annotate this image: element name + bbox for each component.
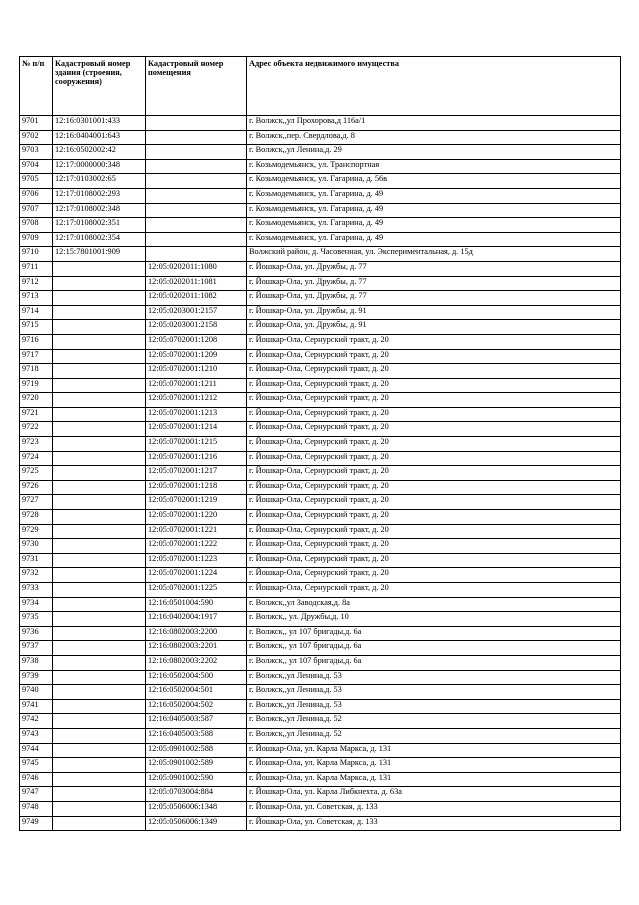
cell-building-cadastral (53, 261, 146, 276)
table-row (20, 801, 621, 816)
cell-premises-cadastral: 12:05:0506006:1349 (146, 816, 247, 831)
cell-address: г. Йошкар-Ола, Сернурский тракт, д. 20 (247, 364, 621, 379)
cell-num: 9739 (20, 670, 53, 685)
cell-building-cadastral: 12:17:0108002:354 (53, 232, 146, 247)
cell-num: 9712 (20, 276, 53, 291)
cell-num: 9707 (20, 203, 53, 218)
cell-premises-cadastral: 12:16:0502004:500 (146, 670, 247, 685)
cell-num: 9746 (20, 772, 53, 787)
cell-premises-cadastral: 12:05:0702001:1219 (146, 495, 247, 510)
cell-address: г. Йошкар-Ола, Сернурский тракт, д. 20 (247, 393, 621, 408)
cell-address: г. Козьмодемьянск, ул. Гагарина, д. 56в (247, 174, 621, 189)
cell-address: г. Козьмодемьянск, ул. Транспортная (247, 159, 621, 174)
cell-building-cadastral (53, 334, 146, 349)
cell-building-cadastral (53, 495, 146, 510)
cell-num: 9720 (20, 393, 53, 408)
table-body (20, 116, 621, 831)
cell-building-cadastral (53, 437, 146, 452)
cell-num: 9731 (20, 553, 53, 568)
table-header-row (20, 57, 621, 116)
cell-address: г. Йошкар-Ола, Сернурский тракт, д. 20 (247, 378, 621, 393)
table-row (20, 393, 621, 408)
cell-building-cadastral (53, 480, 146, 495)
cell-building-cadastral: 12:16:0404001:643 (53, 130, 146, 145)
table-row (20, 816, 621, 831)
cell-building-cadastral (53, 758, 146, 773)
cell-premises-cadastral: 12:05:0506006:1348 (146, 801, 247, 816)
cell-premises-cadastral (146, 188, 247, 203)
cell-num: 9716 (20, 334, 53, 349)
table-row (20, 203, 621, 218)
cell-address: г. Йошкар-Ола, Сернурский тракт, д. 20 (247, 407, 621, 422)
cell-num: 9722 (20, 422, 53, 437)
cell-premises-cadastral: 12:05:0901002:588 (146, 743, 247, 758)
table-row (20, 378, 621, 393)
cell-building-cadastral (53, 407, 146, 422)
cell-num: 9735 (20, 612, 53, 627)
cell-building-cadastral (53, 466, 146, 481)
cell-num: 9701 (20, 116, 53, 131)
cell-premises-cadastral: 12:05:0702001:1213 (146, 407, 247, 422)
cell-address: г. Волжск,,ул Заводская,д. 8а (247, 597, 621, 612)
cell-building-cadastral (53, 378, 146, 393)
cell-address: г. Йошкар-Ола, ул. Карла Маркса, д. 131 (247, 772, 621, 787)
cell-num: 9715 (20, 320, 53, 335)
cell-address: г. Волжск,, ул. Дружбы,д. 10 (247, 612, 621, 627)
cell-premises-cadastral: 12:05:0203001:2157 (146, 305, 247, 320)
cell-premises-cadastral: 12:05:0202011:1081 (146, 276, 247, 291)
cell-building-cadastral (53, 291, 146, 306)
cell-num: 9748 (20, 801, 53, 816)
cell-premises-cadastral: 12:16:0802003:2202 (146, 655, 247, 670)
cell-premises-cadastral: 12:16:0802003:2201 (146, 641, 247, 656)
cell-address: г. Волжск,,ул Ленина,д. 52 (247, 714, 621, 729)
cell-num: 9727 (20, 495, 53, 510)
header-num: № п/п (20, 57, 53, 116)
cell-premises-cadastral: 12:05:0702001:1210 (146, 364, 247, 379)
cell-address: г. Йошкар-Ола, Сернурский тракт, д. 20 (247, 510, 621, 525)
cell-num: 9713 (20, 291, 53, 306)
cell-num: 9717 (20, 349, 53, 364)
cell-num: 9714 (20, 305, 53, 320)
table-row (20, 364, 621, 379)
cell-building-cadastral (53, 393, 146, 408)
table-row (20, 553, 621, 568)
table-row (20, 261, 621, 276)
cell-premises-cadastral: 12:05:0702001:1208 (146, 334, 247, 349)
cell-premises-cadastral (146, 203, 247, 218)
cell-address: г. Козьмодемьянск, ул. Гагарина, д. 49 (247, 203, 621, 218)
cell-address: г. Йошкар-Ола, Сернурский тракт, д. 20 (247, 524, 621, 539)
cell-premises-cadastral: 12:05:0202011:1080 (146, 261, 247, 276)
cell-premises-cadastral: 12:05:0702001:1224 (146, 568, 247, 583)
cell-num: 9737 (20, 641, 53, 656)
cell-premises-cadastral (146, 232, 247, 247)
table-row (20, 232, 621, 247)
cell-address: г. Йошкар-Ола, Сернурский тракт, д. 20 (247, 334, 621, 349)
cell-num: 9725 (20, 466, 53, 481)
table-row (20, 145, 621, 160)
cell-building-cadastral: 12:16:0301001:433 (53, 116, 146, 131)
cell-building-cadastral (53, 685, 146, 700)
table-row (20, 772, 621, 787)
cell-building-cadastral (53, 655, 146, 670)
table-row (20, 159, 621, 174)
cell-num: 9709 (20, 232, 53, 247)
cell-address: г. Волжск,,ул Ленина,д. 52 (247, 728, 621, 743)
cell-building-cadastral: 12:17:0103002:65 (53, 174, 146, 189)
cell-premises-cadastral: 12:05:0702001:1216 (146, 451, 247, 466)
cell-building-cadastral (53, 801, 146, 816)
cell-address: г. Йошкар-Ола, Сернурский тракт, д. 20 (247, 422, 621, 437)
cell-building-cadastral: 12:17:0108002:348 (53, 203, 146, 218)
table-row (20, 568, 621, 583)
cell-num: 9702 (20, 130, 53, 145)
cell-address: г. Йошкар-Ола, Сернурский тракт, д. 20 (247, 480, 621, 495)
cell-premises-cadastral: 12:05:0702001:1223 (146, 553, 247, 568)
table-row (20, 495, 621, 510)
property-registry-table (19, 56, 621, 831)
cell-address: г. Волжск,,ул Ленина,д. 53 (247, 685, 621, 700)
cell-premises-cadastral: 12:16:0802003:2200 (146, 626, 247, 641)
cell-num: 9734 (20, 597, 53, 612)
cell-address: г. Волжск,, ул 107 бригады,д. 6а (247, 655, 621, 670)
table-row (20, 539, 621, 554)
table-row (20, 349, 621, 364)
cell-building-cadastral (53, 641, 146, 656)
cell-premises-cadastral (146, 174, 247, 189)
cell-premises-cadastral: 12:05:0702001:1215 (146, 437, 247, 452)
table-row (20, 466, 621, 481)
table-row (20, 291, 621, 306)
table-row (20, 728, 621, 743)
cell-premises-cadastral: 12:05:0203001:2158 (146, 320, 247, 335)
cell-premises-cadastral: 12:16:0501004:590 (146, 597, 247, 612)
cell-premises-cadastral (146, 247, 247, 262)
cell-premises-cadastral: 12:05:0702001:1225 (146, 583, 247, 598)
table-row (20, 422, 621, 437)
cell-address: г. Йошкар-Ола, ул. Карла Маркса, д. 131 (247, 743, 621, 758)
cell-premises-cadastral: 12:05:0702001:1222 (146, 539, 247, 554)
cell-address: г. Йошкар-Ола, ул. Дружбы, д. 77 (247, 291, 621, 306)
table-row (20, 320, 621, 335)
cell-num: 9703 (20, 145, 53, 160)
table-row (20, 130, 621, 145)
cell-building-cadastral (53, 451, 146, 466)
cell-address: г. Йошкар-Ола, ул. Советская, д. 133 (247, 816, 621, 831)
table-row (20, 116, 621, 131)
cell-num: 9729 (20, 524, 53, 539)
cell-num: 9736 (20, 626, 53, 641)
cell-building-cadastral (53, 320, 146, 335)
table-row (20, 276, 621, 291)
cell-num: 9719 (20, 378, 53, 393)
cell-num: 9718 (20, 364, 53, 379)
cell-building-cadastral (53, 714, 146, 729)
cell-premises-cadastral: 12:05:0702001:1221 (146, 524, 247, 539)
cell-address: г. Козьмодемьянск, ул. Гагарина, д. 49 (247, 232, 621, 247)
cell-premises-cadastral (146, 116, 247, 131)
header-address: Адрес объекта недвижимого имущества (247, 57, 621, 116)
cell-num: 9743 (20, 728, 53, 743)
cell-address: г. Йошкар-Ола, ул. Дружбы, д. 77 (247, 261, 621, 276)
cell-num: 9706 (20, 188, 53, 203)
cell-building-cadastral (53, 524, 146, 539)
table-row (20, 583, 621, 598)
cell-premises-cadastral: 12:05:0702001:1209 (146, 349, 247, 364)
cell-building-cadastral (53, 699, 146, 714)
cell-num: 9749 (20, 816, 53, 831)
cell-address: г. Йошкар-Ола, Сернурский тракт, д. 20 (247, 568, 621, 583)
table-row (20, 305, 621, 320)
cell-premises-cadastral: 12:16:0405003:587 (146, 714, 247, 729)
cell-num: 9730 (20, 539, 53, 554)
table-row (20, 641, 621, 656)
cell-address: г. Йошкар-Ола, ул. Советская, д. 133 (247, 801, 621, 816)
cell-num: 9740 (20, 685, 53, 700)
cell-num: 9721 (20, 407, 53, 422)
cell-address: г. Йошкар-Ола, Сернурский тракт, д. 20 (247, 437, 621, 452)
cell-address: г. Йошкар-Ола, Сернурский тракт, д. 20 (247, 451, 621, 466)
table-row (20, 247, 621, 262)
cell-num: 9708 (20, 218, 53, 233)
cell-num: 9728 (20, 510, 53, 525)
table-row (20, 714, 621, 729)
cell-premises-cadastral: 12:05:0702001:1220 (146, 510, 247, 525)
cell-address: г. Волжск,, ул 107 бригады,д. 6а (247, 626, 621, 641)
cell-address: г. Йошкар-Ола, Сернурский тракт, д. 20 (247, 349, 621, 364)
cell-num: 9704 (20, 159, 53, 174)
table-row (20, 218, 621, 233)
header-building-cadastral: Кадастровый номер здания (строения, сооружения) (53, 57, 146, 116)
cell-building-cadastral: 12:17:0108002:293 (53, 188, 146, 203)
cell-building-cadastral (53, 305, 146, 320)
cell-building-cadastral (53, 568, 146, 583)
cell-num: 9733 (20, 583, 53, 598)
cell-building-cadastral (53, 816, 146, 831)
cell-premises-cadastral: 12:05:0901002:590 (146, 772, 247, 787)
cell-num: 9747 (20, 787, 53, 802)
cell-address: г. Волжск,,ул Ленина,д. 53 (247, 699, 621, 714)
table-row (20, 612, 621, 627)
cell-num: 9724 (20, 451, 53, 466)
cell-building-cadastral: 12:17:0108002:351 (53, 218, 146, 233)
cell-building-cadastral (53, 276, 146, 291)
cell-premises-cadastral: 12:05:0702001:1211 (146, 378, 247, 393)
cell-num: 9738 (20, 655, 53, 670)
cell-building-cadastral (53, 612, 146, 627)
cell-building-cadastral (53, 349, 146, 364)
cell-address: Волжский район, д. Часовенная, ул. Экспериментальная, д. 15д (247, 247, 621, 262)
table-row (20, 787, 621, 802)
table-row (20, 188, 621, 203)
table-row (20, 670, 621, 685)
cell-address: г. Йошкар-Ола, Сернурский тракт, д. 20 (247, 583, 621, 598)
cell-address: г. Йошкар-Ола, Сернурский тракт, д. 20 (247, 466, 621, 481)
table-row (20, 655, 621, 670)
cell-building-cadastral (53, 670, 146, 685)
cell-premises-cadastral: 12:05:0702001:1218 (146, 480, 247, 495)
cell-num: 9705 (20, 174, 53, 189)
cell-address: г. Козьмодемьянск, ул. Гагарина, д. 49 (247, 218, 621, 233)
table-row (20, 480, 621, 495)
cell-premises-cadastral: 12:16:0502004:502 (146, 699, 247, 714)
cell-num: 9726 (20, 480, 53, 495)
cell-building-cadastral (53, 743, 146, 758)
cell-address: г. Йошкар-Ола, ул. Карла Либкнехта, д. 63а (247, 787, 621, 802)
cell-address: г. Козьмодемьянск, ул. Гагарина, д. 49 (247, 188, 621, 203)
table-row (20, 597, 621, 612)
table-row (20, 626, 621, 641)
cell-building-cadastral: 12:15:7801001:909 (53, 247, 146, 262)
cell-address: г. Волжск,,ул Ленина,д. 29 (247, 145, 621, 160)
cell-premises-cadastral (146, 159, 247, 174)
cell-premises-cadastral (146, 145, 247, 160)
cell-address: г. Йошкар-Ола, ул. Дружбы, д. 91 (247, 305, 621, 320)
cell-address: г. Волжск,,пер. Свердлова,д. 8 (247, 130, 621, 145)
cell-premises-cadastral: 12:05:0901002:589 (146, 758, 247, 773)
cell-num: 9732 (20, 568, 53, 583)
cell-address: г. Йошкар-Ола, Сернурский тракт, д. 20 (247, 495, 621, 510)
cell-premises-cadastral (146, 218, 247, 233)
cell-building-cadastral (53, 626, 146, 641)
cell-address: г. Йошкар-Ола, ул. Дружбы, д. 77 (247, 276, 621, 291)
cell-num: 9710 (20, 247, 53, 262)
table-row (20, 407, 621, 422)
cell-num: 9741 (20, 699, 53, 714)
cell-premises-cadastral: 12:16:0402004:1917 (146, 612, 247, 627)
table-row (20, 174, 621, 189)
cell-building-cadastral (53, 772, 146, 787)
cell-building-cadastral: 12:17:0000000:348 (53, 159, 146, 174)
cell-building-cadastral (53, 422, 146, 437)
cell-building-cadastral (53, 510, 146, 525)
cell-address: г. Волжск,,ул Ленина,д. 53 (247, 670, 621, 685)
cell-address: г. Йошкар-Ола, Сернурский тракт, д. 20 (247, 553, 621, 568)
cell-building-cadastral (53, 583, 146, 598)
cell-premises-cadastral: 12:16:0502004:501 (146, 685, 247, 700)
cell-premises-cadastral: 12:05:0703004:884 (146, 787, 247, 802)
cell-premises-cadastral: 12:05:0202011:1082 (146, 291, 247, 306)
cell-address: г. Йошкар-Ола, Сернурский тракт, д. 20 (247, 539, 621, 554)
table-row (20, 451, 621, 466)
cell-num: 9744 (20, 743, 53, 758)
cell-num: 9745 (20, 758, 53, 773)
cell-building-cadastral (53, 728, 146, 743)
table-row (20, 524, 621, 539)
cell-premises-cadastral: 12:05:0702001:1214 (146, 422, 247, 437)
table-row (20, 437, 621, 452)
cell-building-cadastral (53, 597, 146, 612)
table-row (20, 758, 621, 773)
cell-building-cadastral (53, 553, 146, 568)
cell-building-cadastral (53, 787, 146, 802)
cell-premises-cadastral (146, 130, 247, 145)
table-row (20, 699, 621, 714)
cell-num: 9742 (20, 714, 53, 729)
cell-premises-cadastral: 12:05:0702001:1212 (146, 393, 247, 408)
cell-address: г. Волжск,,ул Прохорова,д 116а/1 (247, 116, 621, 131)
cell-premises-cadastral: 12:16:0405003:588 (146, 728, 247, 743)
cell-building-cadastral (53, 364, 146, 379)
table-row (20, 510, 621, 525)
table-row (20, 334, 621, 349)
header-premises-cadastral: Кадастровый номер помещения (146, 57, 247, 116)
cell-address: г. Йошкар-Ола, ул. Карла Маркса, д. 131 (247, 758, 621, 773)
cell-num: 9711 (20, 261, 53, 276)
table-row (20, 685, 621, 700)
cell-address: г. Йошкар-Ола, ул. Дружбы, д. 91 (247, 320, 621, 335)
cell-premises-cadastral: 12:05:0702001:1217 (146, 466, 247, 481)
cell-num: 9723 (20, 437, 53, 452)
cell-address: г. Волжск,, ул 107 бригады,д. 6а (247, 641, 621, 656)
cell-building-cadastral: 12:16:0502002:42 (53, 145, 146, 160)
table-row (20, 743, 621, 758)
cell-building-cadastral (53, 539, 146, 554)
